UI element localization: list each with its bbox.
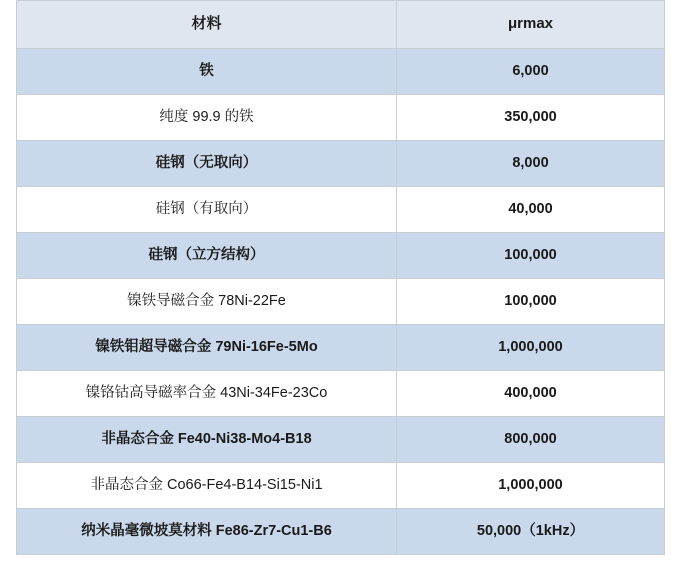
permeability-value-cell: 800,000 xyxy=(397,417,665,463)
table-header-row xyxy=(17,1,665,49)
material-cell: 镍铁导磁合金 78Ni-22Fe xyxy=(17,279,397,325)
table-row xyxy=(17,279,665,325)
table-row xyxy=(17,371,665,417)
table-row xyxy=(17,95,665,141)
material-cell: 硅钢（无取向） xyxy=(17,141,397,187)
column-header-material: 材料 xyxy=(17,1,397,49)
permeability-value-cell: 1,000,000 xyxy=(397,325,665,371)
permeability-value-cell: 1,000,000 xyxy=(397,463,665,509)
table-row xyxy=(17,49,665,95)
magnetic-permeability-table xyxy=(16,0,665,555)
permeability-value-cell: 6,000 xyxy=(397,49,665,95)
table-row xyxy=(17,141,665,187)
permeability-value-cell: 350,000 xyxy=(397,95,665,141)
column-header-value: μrmax xyxy=(397,1,665,49)
material-cell: 纳米晶毫微坡莫材料 Fe86-Zr7-Cu1-B6 xyxy=(17,509,397,555)
material-cell: 镍铁钼超导磁合金 79Ni-16Fe-5Mo xyxy=(17,325,397,371)
permeability-value-cell: 100,000 xyxy=(397,233,665,279)
permeability-value-cell: 40,000 xyxy=(397,187,665,233)
material-cell: 硅钢（立方结构） xyxy=(17,233,397,279)
material-cell: 非晶态合金 Fe40-Ni38-Mo4-B18 xyxy=(17,417,397,463)
material-cell: 镍铬钴高导磁率合金 43Ni-34Fe-23Co xyxy=(17,371,397,417)
material-cell: 硅钢（有取向） xyxy=(17,187,397,233)
permeability-value-cell: 8,000 xyxy=(397,141,665,187)
material-cell: 纯度 99.9 的铁 xyxy=(17,95,397,141)
permeability-value-cell: 400,000 xyxy=(397,371,665,417)
permeability-value-cell: 50,000（1kHz） xyxy=(397,509,665,555)
table-row xyxy=(17,463,665,509)
table-row xyxy=(17,325,665,371)
table-row xyxy=(17,509,665,555)
permeability-value-cell: 100,000 xyxy=(397,279,665,325)
table-body xyxy=(17,1,665,555)
table-row xyxy=(17,233,665,279)
table-row xyxy=(17,187,665,233)
material-cell: 非晶态合金 Co66-Fe4-B14-Si15-Ni1 xyxy=(17,463,397,509)
material-cell: 铁 xyxy=(17,49,397,95)
table-row xyxy=(17,417,665,463)
